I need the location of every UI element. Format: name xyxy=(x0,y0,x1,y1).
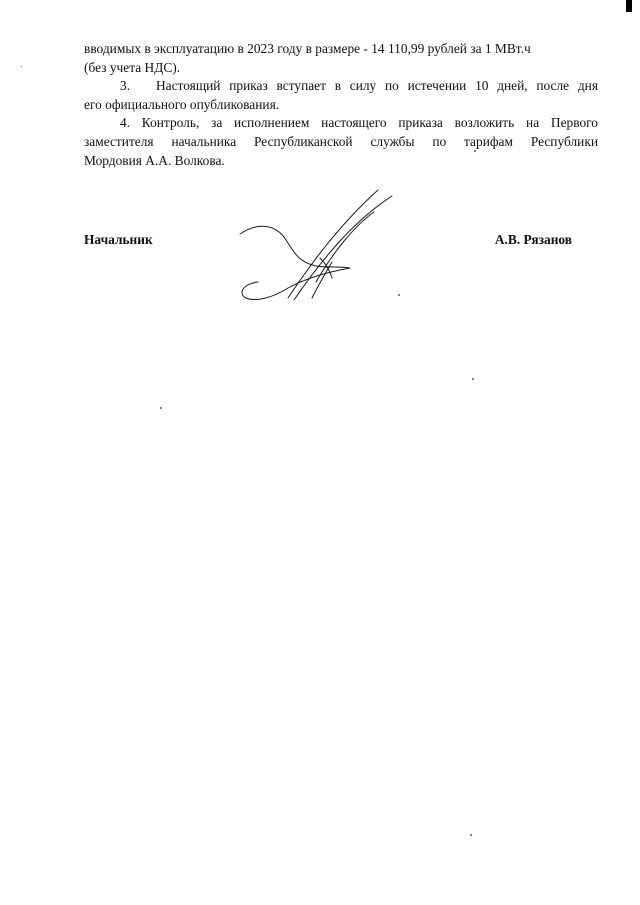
scan-speck xyxy=(21,66,22,67)
scan-speck xyxy=(160,407,162,409)
signer-name: А.В. Рязанов xyxy=(494,232,572,247)
scan-speck xyxy=(474,150,476,152)
paragraph-effective-date xyxy=(84,77,598,114)
paragraph-line: его официального опубликования. xyxy=(84,96,280,112)
scan-edge-mark xyxy=(626,0,632,12)
signer-position: Начальник xyxy=(84,232,153,247)
paragraph-line-text: Настоящий приказ вступает в силу по истечении 10 дней, после дня xyxy=(156,78,598,94)
paragraph-line: Мордовия А.А. Волкова. xyxy=(84,152,225,168)
document-body xyxy=(84,40,598,170)
paragraph-number: 3. xyxy=(120,78,131,94)
paragraph-line: (без учета НДС). xyxy=(84,59,181,75)
paragraph-line xyxy=(84,77,598,96)
paragraph-line: заместителя начальника Республиканской службы по тарифам Республики xyxy=(84,133,598,149)
scan-speck xyxy=(472,378,474,380)
scan-speck xyxy=(398,294,400,296)
handwritten-signature xyxy=(228,182,408,312)
scan-speck xyxy=(470,834,472,836)
paragraph-tariff-value xyxy=(84,40,598,77)
paragraph-control xyxy=(84,114,598,170)
paragraph-line: вводимых в эксплуатацию в 2023 году в размере - 14 110,99 рублей за 1 МВт.ч xyxy=(84,41,531,56)
paragraph-line: 4. Контроль, за исполнением настоящего приказа возложить на Первого xyxy=(120,115,598,131)
